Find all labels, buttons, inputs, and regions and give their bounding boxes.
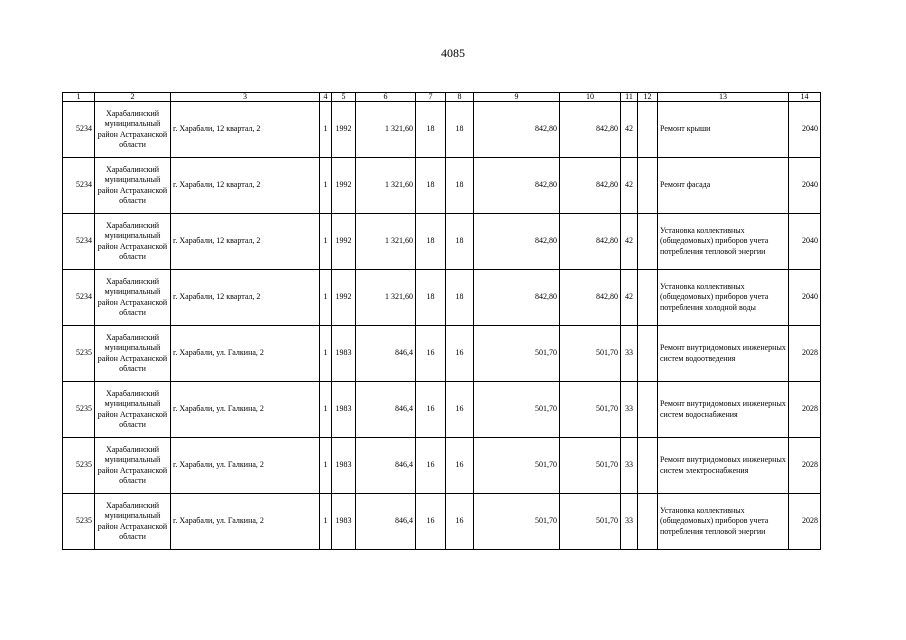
- cell-area-10: 842,80: [560, 214, 621, 270]
- cell-col-11: 42: [621, 270, 638, 326]
- column-header: 13: [658, 93, 789, 102]
- cell-col-8: 18: [446, 158, 474, 214]
- cell-col-8: 18: [446, 270, 474, 326]
- cell-area-total: 1 321,60: [356, 214, 416, 270]
- cell-municipality: Харабалинский муниципальный район Астраханской области: [95, 102, 171, 158]
- cell-municipality: Харабалинский муниципальный район Астраханской области: [95, 158, 171, 214]
- cell-col-12: [638, 326, 658, 382]
- column-header: 11: [621, 93, 638, 102]
- cell-col-7: 16: [416, 382, 446, 438]
- table-row: [63, 438, 821, 494]
- cell-year: 1983: [332, 382, 356, 438]
- cell-area-9: 842,80: [474, 102, 560, 158]
- column-header: 8: [446, 93, 474, 102]
- table-row: [63, 270, 821, 326]
- cell-address: г. Харабали, ул. Галкина, 2: [171, 326, 320, 382]
- cell-area-10: 842,80: [560, 270, 621, 326]
- cell-col-12: [638, 382, 658, 438]
- cell-area-total: 846,4: [356, 382, 416, 438]
- cell-col-4: 1: [320, 438, 332, 494]
- table-row: [63, 326, 821, 382]
- cell-col-11: 42: [621, 158, 638, 214]
- cell-work-type: Ремонт внутридомовых инженерных систем водоснабжения: [658, 382, 789, 438]
- cell-area-total: 846,4: [356, 326, 416, 382]
- cell-area-10: 501,70: [560, 494, 621, 550]
- cell-number: 5234: [63, 214, 95, 270]
- cell-number: 5234: [63, 158, 95, 214]
- cell-work-type: Установка коллективных (общедомовых) приборов учета потребления холодной воды: [658, 270, 789, 326]
- cell-address: г. Харабали, ул. Галкина, 2: [171, 494, 320, 550]
- cell-municipality: Харабалинский муниципальный район Астраханской области: [95, 326, 171, 382]
- cell-area-total: 1 321,60: [356, 270, 416, 326]
- table-row: [63, 158, 821, 214]
- cell-year: 1983: [332, 494, 356, 550]
- cell-address: г. Харабали, ул. Галкина, 2: [171, 382, 320, 438]
- cell-municipality: Харабалинский муниципальный район Астраханской области: [95, 438, 171, 494]
- cell-col-4: 1: [320, 214, 332, 270]
- cell-municipality: Харабалинский муниципальный район Астраханской области: [95, 382, 171, 438]
- cell-col-7: 18: [416, 214, 446, 270]
- cell-work-type: Ремонт фасада: [658, 158, 789, 214]
- cell-col-8: 16: [446, 326, 474, 382]
- cell-work-type: Ремонт внутридомовых инженерных систем электроснабжения: [658, 438, 789, 494]
- table-row: [63, 494, 821, 550]
- cell-col-11: 33: [621, 494, 638, 550]
- cell-area-10: 501,70: [560, 382, 621, 438]
- cell-area-total: 846,4: [356, 494, 416, 550]
- cell-col-8: 16: [446, 494, 474, 550]
- cell-area-9: 842,80: [474, 270, 560, 326]
- cell-col-7: 18: [416, 158, 446, 214]
- cell-municipality: Харабалинский муниципальный район Астраханской области: [95, 494, 171, 550]
- cell-area-9: 842,80: [474, 214, 560, 270]
- cell-area-total: 846,4: [356, 438, 416, 494]
- cell-col-12: [638, 158, 658, 214]
- cell-year-planned: 2040: [789, 270, 821, 326]
- table-row: [63, 102, 821, 158]
- cell-col-7: 16: [416, 326, 446, 382]
- cell-work-type: Ремонт внутридомовых инженерных систем водоотведения: [658, 326, 789, 382]
- cell-area-total: 1 321,60: [356, 158, 416, 214]
- cell-year-planned: 2040: [789, 158, 821, 214]
- page-number: 4085: [441, 46, 465, 60]
- cell-area-10: 842,80: [560, 158, 621, 214]
- cell-col-7: 16: [416, 494, 446, 550]
- cell-number: 5234: [63, 102, 95, 158]
- column-header-row: [63, 93, 821, 102]
- cell-year-planned: 2040: [789, 102, 821, 158]
- cell-col-11: 42: [621, 214, 638, 270]
- cell-col-4: 1: [320, 494, 332, 550]
- cell-year: 1983: [332, 438, 356, 494]
- cell-col-11: 33: [621, 382, 638, 438]
- cell-col-4: 1: [320, 326, 332, 382]
- column-header: 1: [63, 93, 95, 102]
- cell-year-planned: 2040: [789, 214, 821, 270]
- cell-work-type: Установка коллективных (общедомовых) приборов учета потребления тепловой энергии: [658, 494, 789, 550]
- cell-col-4: 1: [320, 102, 332, 158]
- cell-municipality: Харабалинский муниципальный район Астраханской области: [95, 270, 171, 326]
- column-header: 9: [474, 93, 560, 102]
- cell-area-10: 501,70: [560, 438, 621, 494]
- cell-municipality: Харабалинский муниципальный район Астраханской области: [95, 214, 171, 270]
- cell-number: 5235: [63, 494, 95, 550]
- cell-year-planned: 2028: [789, 326, 821, 382]
- cell-address: г. Харабали, 12 квартал, 2: [171, 102, 320, 158]
- cell-area-9: 501,70: [474, 326, 560, 382]
- cell-col-12: [638, 214, 658, 270]
- cell-col-12: [638, 270, 658, 326]
- cell-col-4: 1: [320, 158, 332, 214]
- cell-col-4: 1: [320, 382, 332, 438]
- cell-year: 1992: [332, 158, 356, 214]
- cell-area-10: 842,80: [560, 102, 621, 158]
- cell-col-8: 18: [446, 214, 474, 270]
- cell-year: 1983: [332, 326, 356, 382]
- cell-work-type: Ремонт крыши: [658, 102, 789, 158]
- cell-number: 5235: [63, 326, 95, 382]
- cell-area-9: 501,70: [474, 382, 560, 438]
- column-header: 2: [95, 93, 171, 102]
- column-header: 14: [789, 93, 821, 102]
- column-header: 5: [332, 93, 356, 102]
- cell-area-9: 501,70: [474, 438, 560, 494]
- column-header: 10: [560, 93, 621, 102]
- cell-address: г. Харабали, 12 квартал, 2: [171, 158, 320, 214]
- table-row: [63, 214, 821, 270]
- data-table: [62, 92, 821, 550]
- cell-area-total: 1 321,60: [356, 102, 416, 158]
- cell-year: 1992: [332, 214, 356, 270]
- column-header: 6: [356, 93, 416, 102]
- column-header: 4: [320, 93, 332, 102]
- cell-col-8: 18: [446, 102, 474, 158]
- cell-year-planned: 2028: [789, 382, 821, 438]
- cell-area-9: 842,80: [474, 158, 560, 214]
- cell-year: 1992: [332, 270, 356, 326]
- cell-col-11: 33: [621, 326, 638, 382]
- cell-work-type: Установка коллективных (общедомовых) приборов учета потребления тепловой энергии: [658, 214, 789, 270]
- column-header: 12: [638, 93, 658, 102]
- cell-col-12: [638, 494, 658, 550]
- cell-col-11: 33: [621, 438, 638, 494]
- cell-number: 5235: [63, 382, 95, 438]
- cell-col-7: 18: [416, 102, 446, 158]
- cell-col-11: 42: [621, 102, 638, 158]
- cell-col-8: 16: [446, 438, 474, 494]
- cell-address: г. Харабали, 12 квартал, 2: [171, 214, 320, 270]
- table-row: [63, 382, 821, 438]
- cell-area-10: 501,70: [560, 326, 621, 382]
- cell-area-9: 501,70: [474, 494, 560, 550]
- cell-number: 5234: [63, 270, 95, 326]
- cell-col-4: 1: [320, 270, 332, 326]
- column-header: 3: [171, 93, 320, 102]
- cell-col-12: [638, 102, 658, 158]
- cell-col-8: 16: [446, 382, 474, 438]
- cell-col-12: [638, 438, 658, 494]
- column-header: 7: [416, 93, 446, 102]
- cell-col-7: 16: [416, 438, 446, 494]
- cell-year-planned: 2028: [789, 438, 821, 494]
- cell-col-7: 18: [416, 270, 446, 326]
- cell-address: г. Харабали, 12 квартал, 2: [171, 270, 320, 326]
- cell-address: г. Харабали, ул. Галкина, 2: [171, 438, 320, 494]
- cell-number: 5235: [63, 438, 95, 494]
- cell-year-planned: 2028: [789, 494, 821, 550]
- cell-year: 1992: [332, 102, 356, 158]
